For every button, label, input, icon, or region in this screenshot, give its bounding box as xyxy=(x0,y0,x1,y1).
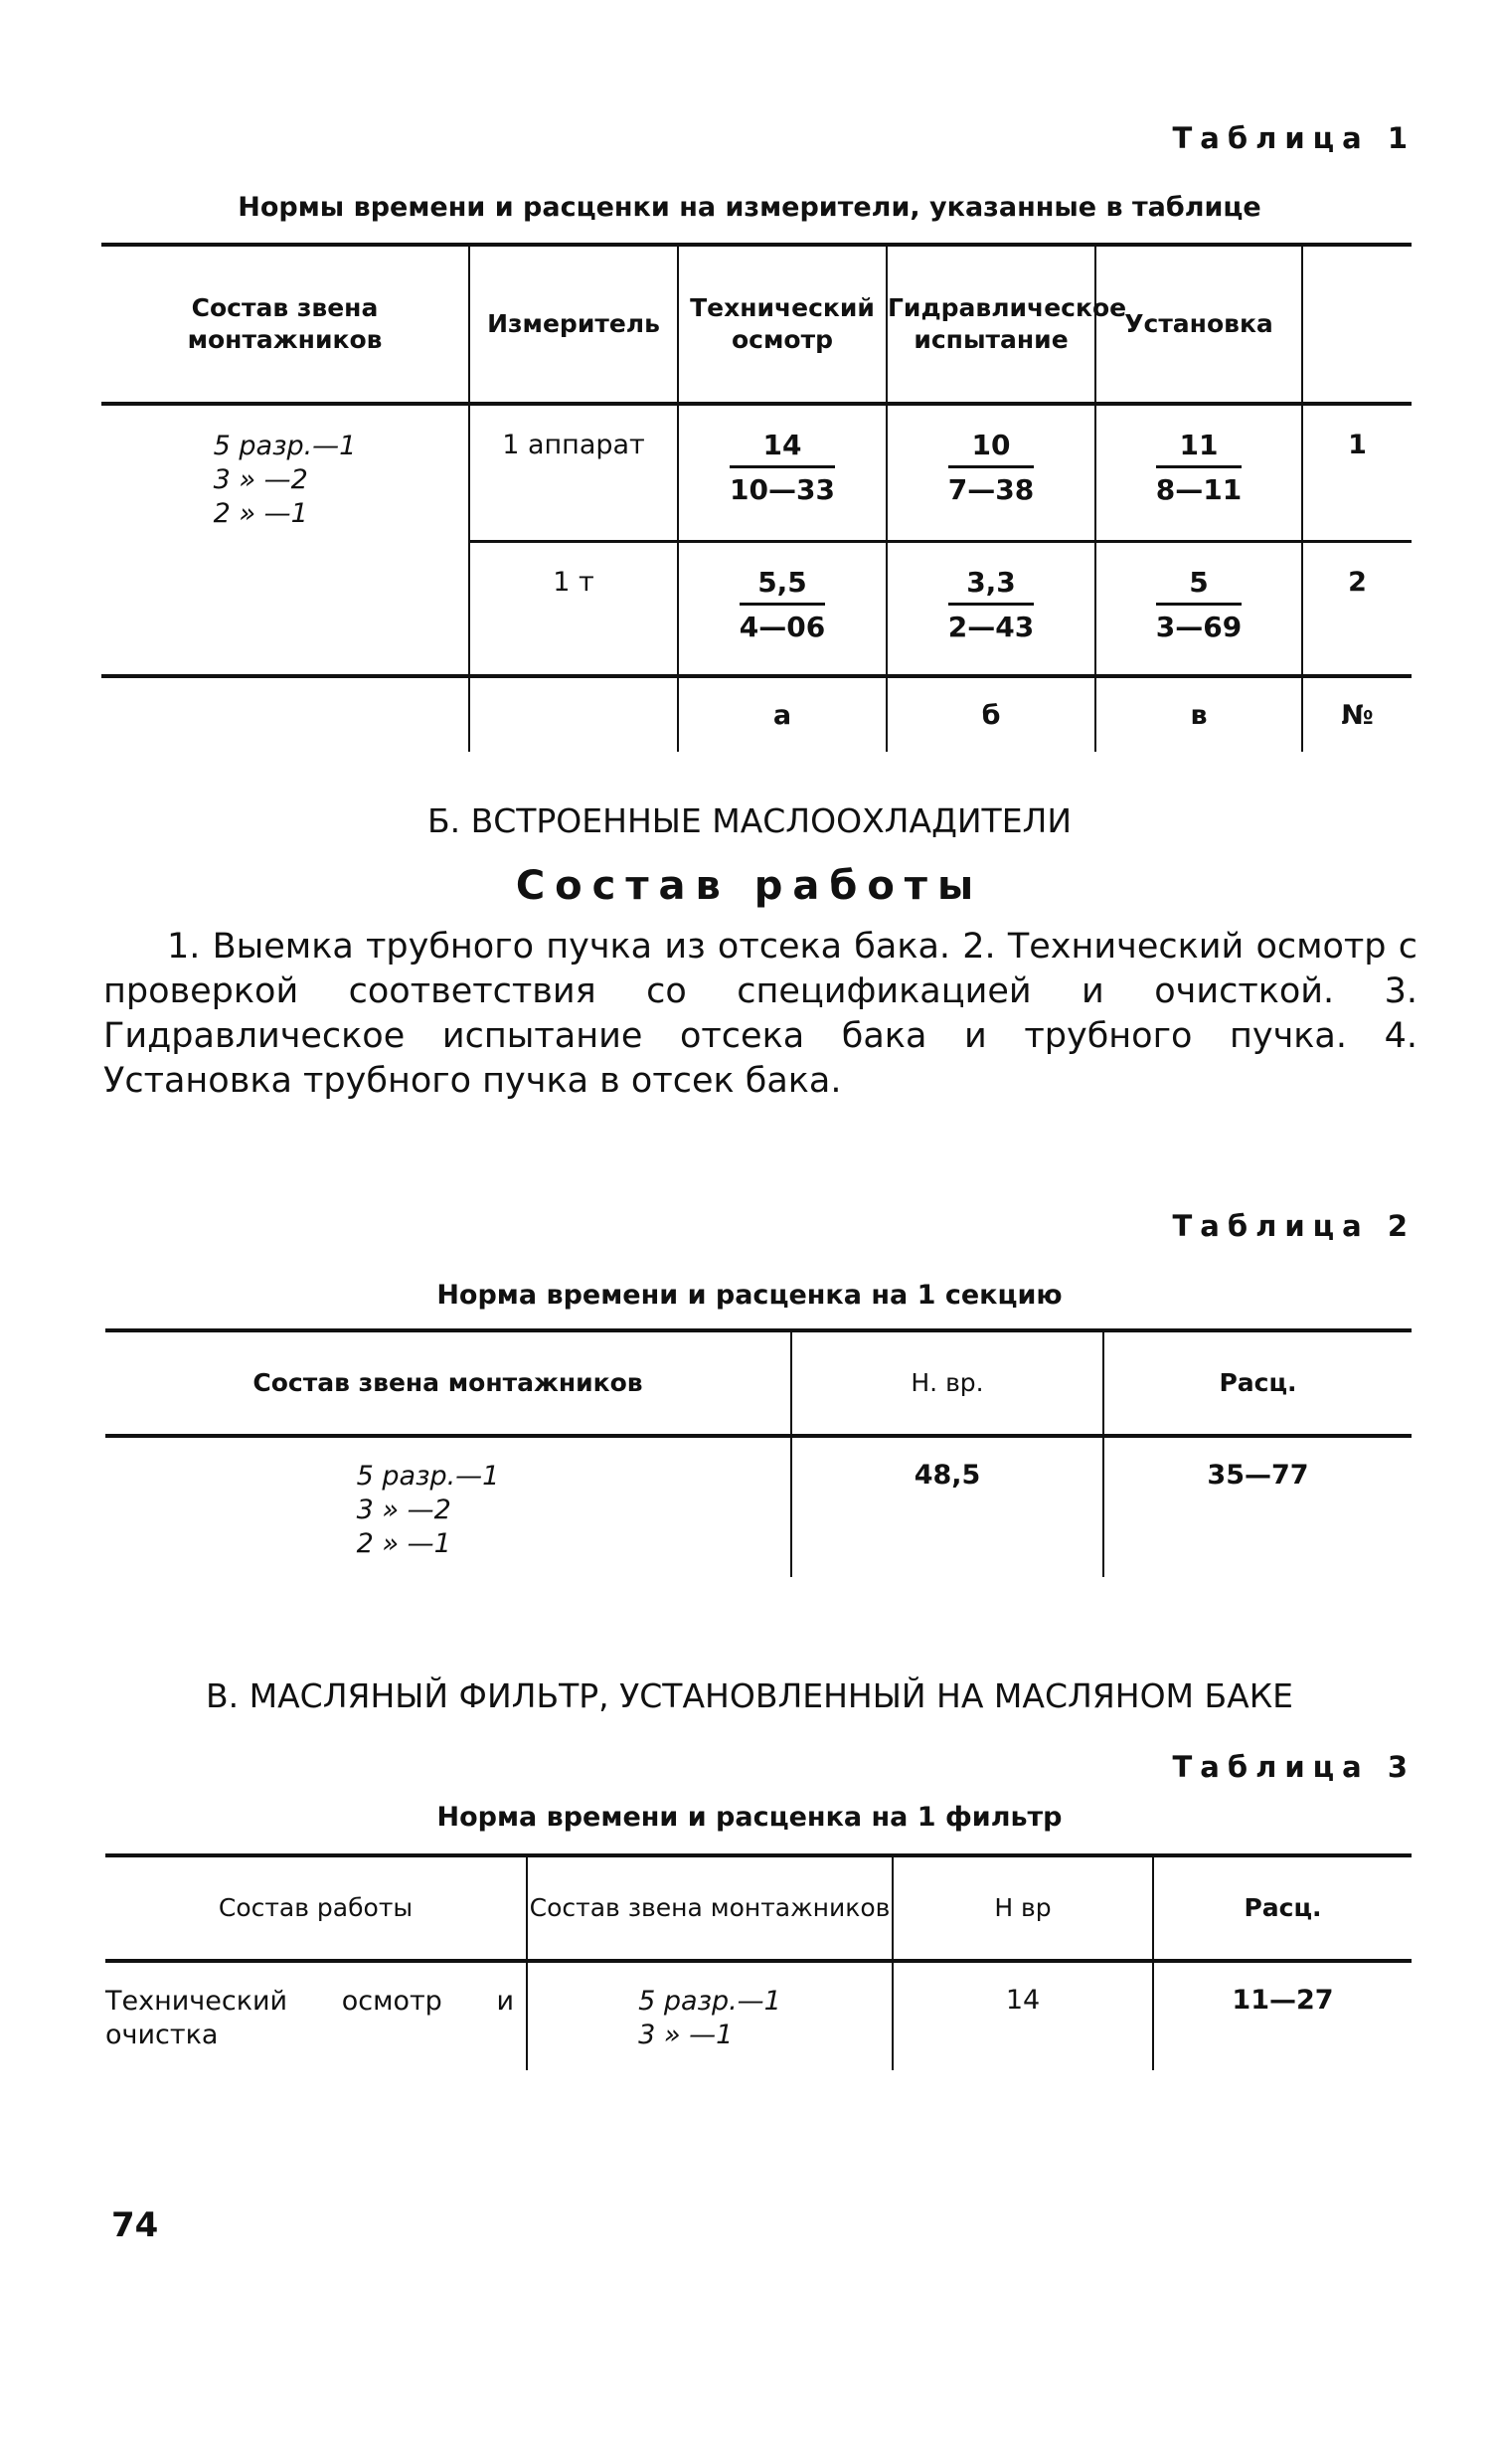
header-crew: Состав звена монтажников xyxy=(527,1855,893,1961)
unit-cell: 1 т xyxy=(469,541,678,676)
crew-line: 2 » —1 xyxy=(356,1528,451,1559)
header-install: Установка xyxy=(1095,245,1302,404)
unit-cell: 1 аппарат xyxy=(469,404,678,541)
rate-value: 4—06 xyxy=(739,610,826,643)
footer-number-sign: № xyxy=(1341,699,1374,731)
rate-value: 8—11 xyxy=(1155,473,1243,506)
norm-value: 3,3 xyxy=(948,565,1034,606)
crew-list xyxy=(357,1460,500,1561)
header-norm: Н. вр. xyxy=(791,1330,1103,1436)
footer-empty xyxy=(469,676,678,752)
section-c-title: В. МАСЛЯНЫЙ ФИЛЬТР, УСТАНОВЛЕННЫЙ НА МАСЛЯНОМ БАКЕ xyxy=(206,1676,1293,1715)
table1-caption: Нормы времени и расценки на измерители, указанные в таблице xyxy=(238,192,1261,223)
header-number xyxy=(1302,245,1412,404)
crew-cell xyxy=(105,1436,791,1577)
table2-label: Таблица 2 xyxy=(1172,1209,1416,1243)
table2 xyxy=(105,1328,1412,1577)
crew-line: 2 » —1 xyxy=(213,498,308,529)
rate-value: 2—43 xyxy=(947,610,1035,643)
crew-cell xyxy=(101,404,469,676)
crew-line: 5 разр.—1 xyxy=(213,431,357,461)
section-b-title: Б. ВСТРОЕННЫЕ МАСЛООХЛАДИТЕЛИ xyxy=(426,801,1073,840)
crew-list xyxy=(214,430,357,531)
rate-value: 7—38 xyxy=(947,473,1035,506)
table3-caption: Норма времени и расценка на 1 фильтр xyxy=(436,1802,1063,1833)
work-cell: Технический осмотр и очистка xyxy=(105,1961,527,2070)
header-crew: Состав звена монтажников xyxy=(105,1330,791,1436)
crew-line: 3 » —2 xyxy=(213,464,308,495)
header-hydro: Гидравлическое испытание xyxy=(887,245,1095,404)
crew-cell xyxy=(527,1961,893,2070)
norm-value: 14 xyxy=(730,428,835,468)
hydro-cell xyxy=(887,541,1095,676)
page-number: 74 xyxy=(111,2205,159,2245)
header-rate: Расц. xyxy=(1219,1368,1297,1397)
table3-label: Таблица 3 xyxy=(1172,1750,1416,1784)
rate-cell: 35—77 xyxy=(1207,1460,1309,1491)
crew-line: 3 » —1 xyxy=(638,2020,734,2050)
norm-cell: 14 xyxy=(893,1961,1153,2070)
rate-value: 10—33 xyxy=(730,473,835,506)
crew-line: 5 разр.—1 xyxy=(356,1461,500,1492)
header-rate: Расц. xyxy=(1244,1893,1322,1922)
norm-cell: 48,5 xyxy=(791,1436,1103,1577)
norm-value: 10 xyxy=(948,428,1034,468)
rate-value: 3—69 xyxy=(1155,610,1243,643)
header-crew: Состав звена монтажников xyxy=(101,245,469,404)
row-number: 1 xyxy=(1348,430,1367,460)
crew-list xyxy=(638,1985,781,2052)
footer-col-b: б xyxy=(887,676,1095,752)
row-number: 2 xyxy=(1348,566,1367,598)
footer-col-a: а xyxy=(678,676,887,752)
install-cell xyxy=(1095,541,1302,676)
header-norm: Н вр xyxy=(893,1855,1153,1961)
inspection-cell xyxy=(678,541,887,676)
norm-value: 11 xyxy=(1156,428,1242,468)
crew-line: 5 разр.—1 xyxy=(638,1986,781,2017)
rate-cell: 11—27 xyxy=(1232,1985,1334,2016)
work-composition-title: Состав работы xyxy=(515,863,984,909)
header-unit: Измеритель xyxy=(469,245,678,404)
table1 xyxy=(101,243,1412,752)
table3 xyxy=(105,1853,1412,2070)
crew-line: 3 » —2 xyxy=(356,1495,451,1525)
header-inspection: Технический осмотр xyxy=(678,245,887,404)
work-composition-text xyxy=(103,925,1417,1104)
install-cell xyxy=(1095,404,1302,541)
paragraph: 1. Выемка трубного пучка из отсека бака. 2. Технический осмотр с проверкой соответствия со спецификацией и очисткой. 3. Гидравлическое испытание отсека бака и трубного пучка. 4. Установка трубного пучка в отсек бака. xyxy=(103,927,1417,1101)
hydro-cell xyxy=(887,404,1095,541)
footer-empty xyxy=(101,676,469,752)
footer-col-c: в xyxy=(1095,676,1302,752)
header-work: Состав работы xyxy=(105,1855,527,1961)
table1-label: Таблица 1 xyxy=(1172,121,1416,155)
table2-caption: Норма времени и расценка на 1 секцию xyxy=(436,1280,1063,1311)
norm-value: 5 xyxy=(1156,565,1242,606)
inspection-cell xyxy=(678,404,887,541)
norm-value: 5,5 xyxy=(740,565,825,606)
